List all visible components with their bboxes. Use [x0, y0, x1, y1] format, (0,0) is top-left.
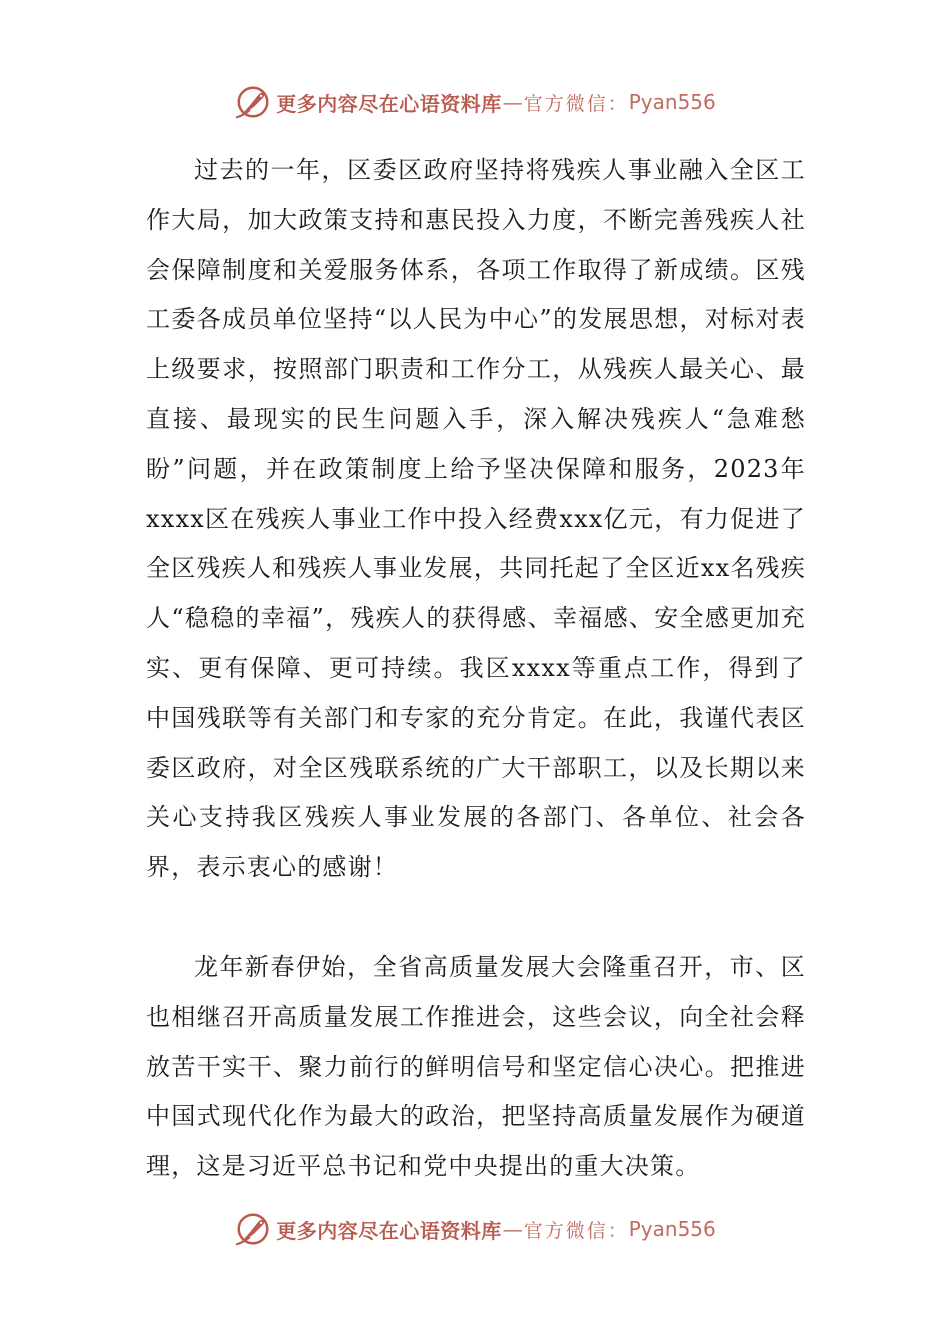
banner-separator: —: [502, 1217, 523, 1241]
banner-contact-label: 官方微信：: [523, 92, 629, 115]
pen-nib-logo-icon: [234, 1210, 272, 1248]
document-body: [146, 146, 806, 1192]
banner-contact-id: Pyan556: [628, 1217, 716, 1241]
header-banner: [0, 80, 950, 124]
banner-contact-label: 官方微信：: [523, 1219, 629, 1242]
footer-banner: [0, 1207, 950, 1251]
body-paragraph-1: 过去的一年，区委区政府坚持将残疾人事业融入全区工作大局，加大政策支持和惠民投入力度，不断完善残疾人社会保障制度和关爱服务体系，各项工作取得了新成绩。区残工委各成员单位坚持“以人民为中心”的发展思想，对标对表上级要求，按照部门职责和工作分工，从残疾人最关心、最直接、最现实的民生问题入手，深入解决残疾人“急难愁盼”问题，并在政策制度上给予坚决保障和服务，2023年xxxx区在残疾人事业工作中投入经费xxx亿元，有力促进了全区残疾人和残疾人事业发展，共同托起了全区近xx名残疾人“稳稳的幸福”，残疾人的获得感、幸福感、安全感更加充实、更有保障、更可持续。我区xxxx等重点工作，得到了中国残联等有关部门和专家的充分肯定。在此，我谨代表区委区政府，对全区残联系统的广大干部职工，以及长期以来关心支持我区残疾人事业发展的各部门、各单位、社会各界，表示衷心的感谢！: [146, 156, 806, 882]
body-paragraph-2: 龙年新春伊始，全省高质量发展大会隆重召开，市、区也相继召开高质量发展工作推进会，这些会议，向全社会释放苦干实干、聚力前行的鲜明信号和坚定信心决心。把推进中国式现代化作为最大的政治，把坚持高质量发展作为硬道理，这是习近平总书记和党中央提出的重大决策。: [146, 952, 806, 1181]
pen-nib-logo-icon: [234, 83, 272, 121]
banner-contact-id: Pyan556: [628, 90, 716, 114]
banner-separator: —: [502, 90, 523, 114]
banner-slogan: 更多内容尽在心语资料库: [276, 91, 502, 116]
banner-slogan: 更多内容尽在心语资料库: [276, 1218, 502, 1243]
